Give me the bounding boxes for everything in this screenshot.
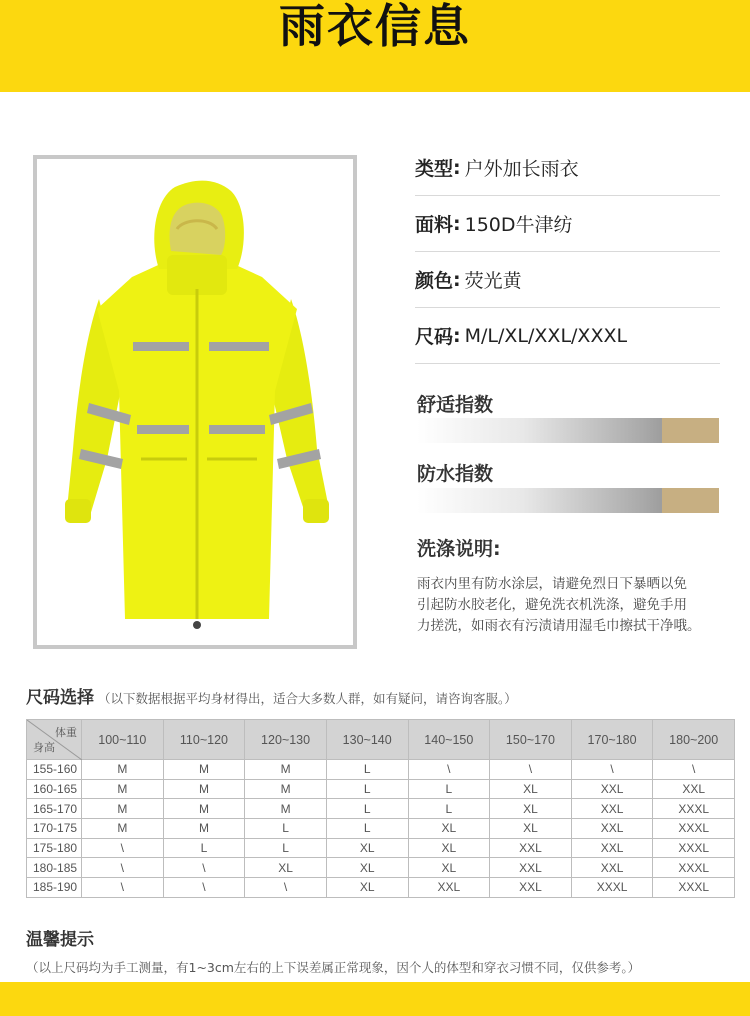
spec-colon: : [453, 156, 461, 179]
weight-column-header: 110~120 [163, 720, 245, 760]
height-row-label: 155-160 [27, 760, 82, 780]
size-cell: L [245, 819, 327, 839]
comfort-index-meter [417, 418, 719, 443]
size-cell: XL [490, 799, 572, 819]
size-cell: \ [82, 878, 164, 898]
size-cell: XXXL [571, 878, 653, 898]
size-cell: M [163, 799, 245, 819]
wash-line: 引起防水胶老化，避免洗衣机洗涤，避免手用 [417, 597, 687, 613]
size-cell: M [245, 799, 327, 819]
table-row [27, 819, 735, 839]
size-section-note: （以下数据根据平均身材得出，适合大多数人群，如有疑问，请咨询客服。） [98, 691, 517, 706]
size-cell: XL [490, 819, 572, 839]
size-cell: XXXL [653, 838, 735, 858]
spec-fabric-label: 面料 [415, 214, 454, 236]
size-cell: XL [326, 878, 408, 898]
corner-height-label: 身高 [33, 742, 55, 754]
wash-line: 力搓洗，如雨衣有污渍请用湿毛巾擦拭干净哦。 [417, 618, 701, 634]
size-cell: \ [245, 878, 327, 898]
size-cell: M [82, 760, 164, 780]
top-banner [0, 0, 750, 92]
size-section-title: 尺码选择 [26, 688, 94, 708]
size-cell: XXL [571, 838, 653, 858]
weight-column-header: 140~150 [408, 720, 490, 760]
weight-column-header: 180~200 [653, 720, 735, 760]
size-cell: \ [163, 858, 245, 878]
size-cell: M [245, 760, 327, 780]
wash-line: 雨衣内里有防水涂层，请避免烈日下暴晒以免 [417, 576, 687, 592]
size-cell: XL [408, 858, 490, 878]
spec-type [415, 140, 720, 196]
height-row-label: 175-180 [27, 838, 82, 858]
size-cell: M [163, 760, 245, 780]
size-table [26, 719, 735, 898]
bottom-banner [0, 982, 750, 1016]
size-cell: XXL [571, 799, 653, 819]
size-cell: XXXL [653, 819, 735, 839]
size-cell: XXXL [653, 878, 735, 898]
comfort-index-knob [662, 418, 719, 443]
size-cell: L [408, 779, 490, 799]
size-cell: XXL [653, 779, 735, 799]
weight-column-header: 170~180 [571, 720, 653, 760]
height-row-label: 165-170 [27, 799, 82, 819]
table-row [27, 878, 735, 898]
height-row-label: 180-185 [27, 858, 82, 878]
size-cell: M [82, 779, 164, 799]
spec-colon: : [453, 268, 461, 291]
waterproof-index-meter [417, 488, 719, 513]
corner-weight-label: 体重 [55, 727, 77, 739]
size-cell: XL [408, 838, 490, 858]
size-cell: XXL [490, 878, 572, 898]
product-photo [33, 155, 357, 649]
table-row [27, 858, 735, 878]
height-row-label: 185-190 [27, 878, 82, 898]
size-cell: L [326, 779, 408, 799]
size-cell: \ [82, 838, 164, 858]
size-cell: XXXL [653, 858, 735, 878]
spec-color-value: 荧光黄 [464, 270, 522, 292]
size-cell: XL [245, 858, 327, 878]
spec-fabric [415, 196, 720, 252]
size-cell: \ [163, 878, 245, 898]
size-cell: \ [571, 760, 653, 780]
size-cell: XXL [571, 858, 653, 878]
size-cell: XL [326, 838, 408, 858]
size-table-corner [27, 720, 82, 760]
size-cell: XXL [571, 779, 653, 799]
size-cell: XXL [408, 878, 490, 898]
spec-size [415, 308, 720, 364]
weight-column-header: 120~130 [245, 720, 327, 760]
table-row [27, 760, 735, 780]
size-cell: L [408, 799, 490, 819]
size-cell: XXL [571, 819, 653, 839]
spec-type-value: 户外加长雨衣 [464, 158, 579, 180]
size-cell: M [245, 779, 327, 799]
weight-column-header: 130~140 [326, 720, 408, 760]
spec-color-label: 颜色 [415, 270, 454, 292]
size-cell: L [163, 838, 245, 858]
raincoat-illustration [37, 159, 353, 645]
size-cell: M [163, 819, 245, 839]
wash-instructions-text [417, 574, 727, 637]
table-row [27, 779, 735, 799]
tips-title: 温馨提示 [26, 930, 94, 950]
size-cell: \ [490, 760, 572, 780]
size-cell: L [326, 799, 408, 819]
banner-title: 雨衣信息 [279, 0, 471, 53]
tips-text: （以上尺码均为手工测量，有1~3cm左右的上下误差属正常现象，因个人的体型和穿衣习惯不同，仅供参考。） [26, 960, 641, 975]
weight-column-header: 100~110 [82, 720, 164, 760]
size-cell: L [326, 760, 408, 780]
spec-colon: : [453, 212, 461, 235]
spec-fabric-value: 150D牛津纺 [464, 214, 573, 236]
waterproof-index-title: 防水指数 [417, 463, 494, 485]
size-table-header [27, 720, 735, 760]
height-row-label: 160-165 [27, 779, 82, 799]
comfort-index-title: 舒适指数 [417, 394, 494, 416]
table-row [27, 799, 735, 819]
size-cell: XXL [490, 838, 572, 858]
size-cell: \ [82, 858, 164, 878]
spec-size-label: 尺码 [415, 326, 454, 348]
size-cell: XXL [490, 858, 572, 878]
spec-color [415, 252, 720, 308]
spec-type-label: 类型 [415, 158, 454, 180]
size-cell: XL [326, 858, 408, 878]
size-cell: XL [490, 779, 572, 799]
size-cell: L [326, 819, 408, 839]
waterproof-index-knob [662, 488, 719, 513]
size-cell: XL [408, 819, 490, 839]
size-cell: M [82, 799, 164, 819]
size-cell: M [82, 819, 164, 839]
spec-size-value: M/L/XL/XXL/XXXL [464, 324, 628, 347]
size-cell: XXXL [653, 799, 735, 819]
size-cell: \ [653, 760, 735, 780]
weight-column-header: 150~170 [490, 720, 572, 760]
size-section-heading [26, 683, 517, 708]
spec-colon: : [453, 324, 461, 347]
table-row [27, 838, 735, 858]
height-row-label: 170-175 [27, 819, 82, 839]
size-cell: \ [408, 760, 490, 780]
size-cell: L [245, 838, 327, 858]
size-cell: M [163, 779, 245, 799]
wash-instructions-title: 洗涤说明: [417, 538, 501, 560]
